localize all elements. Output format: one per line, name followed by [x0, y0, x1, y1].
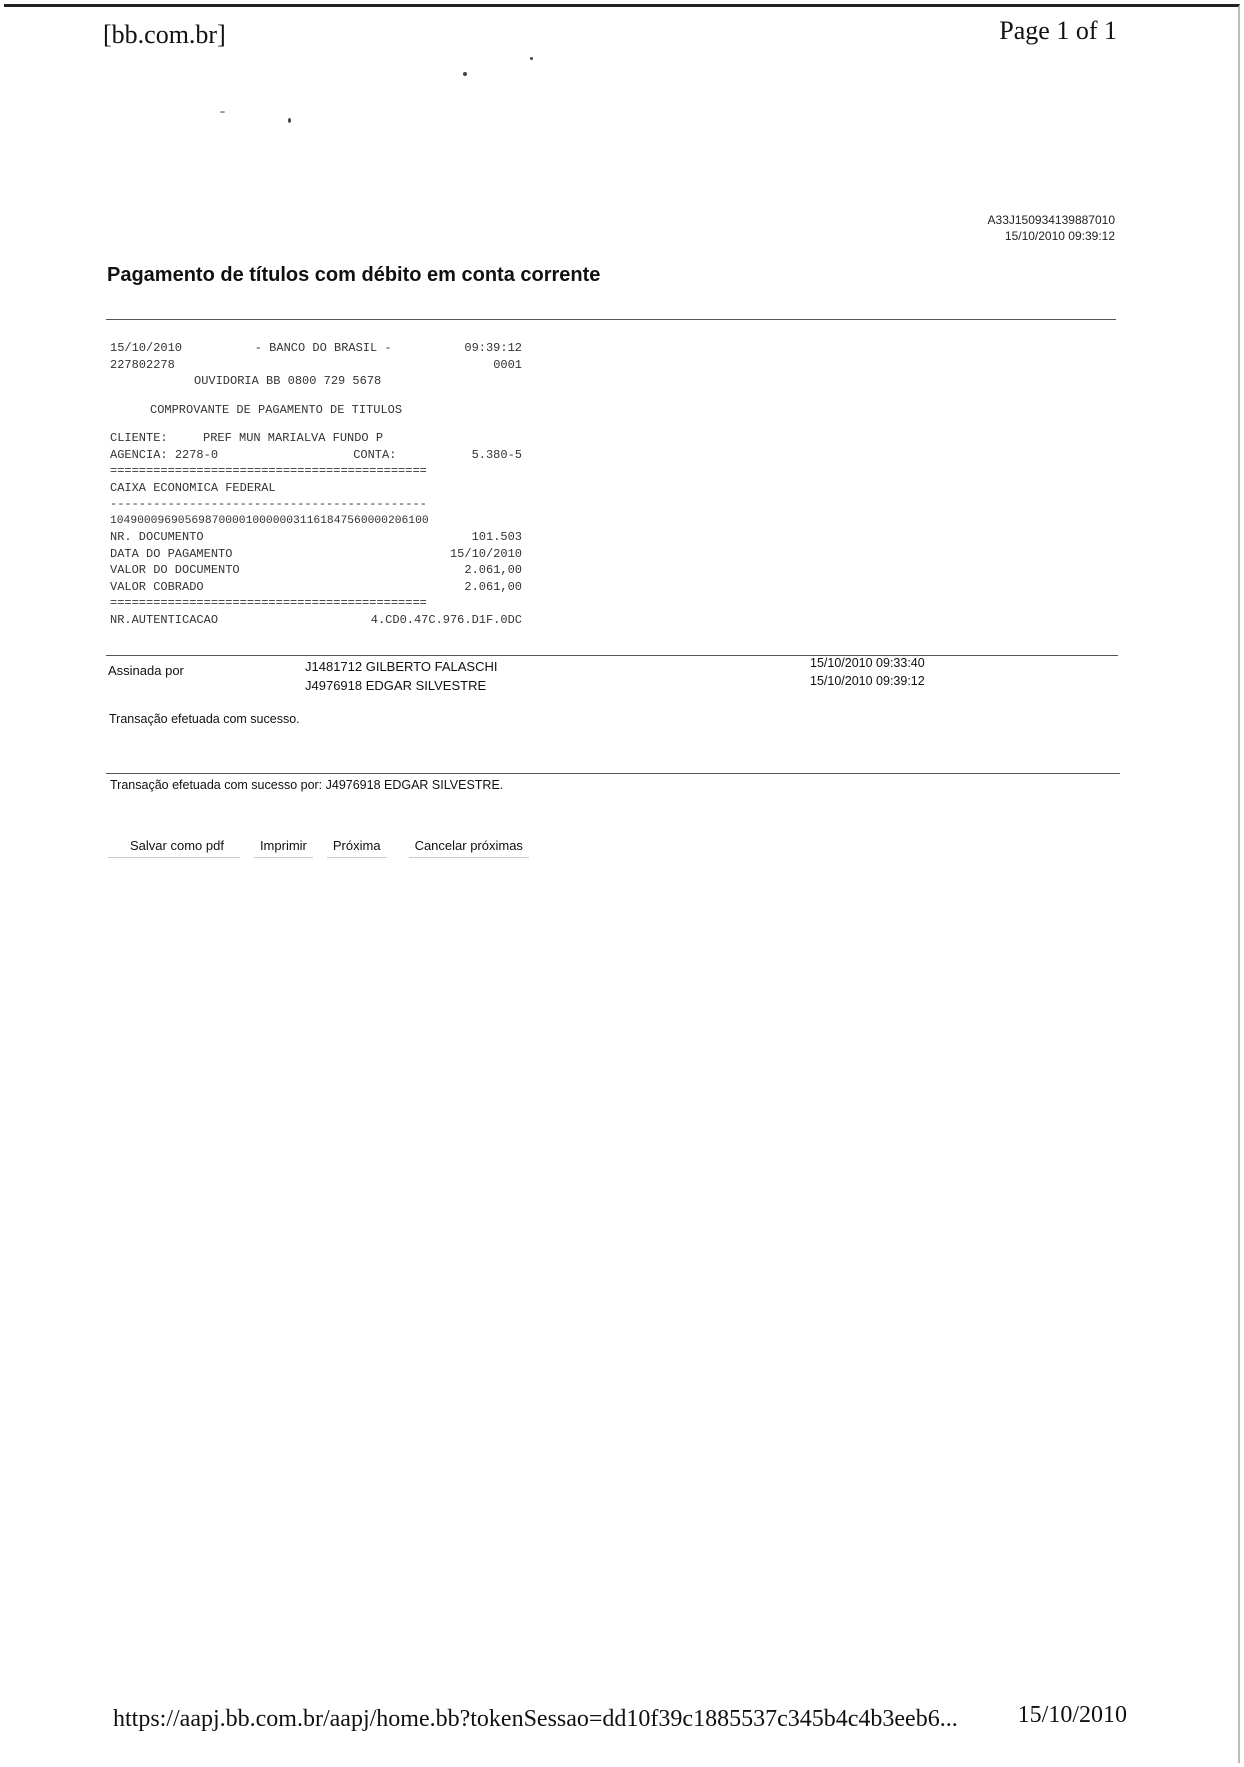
receipt-line-1 [110, 340, 522, 357]
receipt-field [110, 529, 522, 546]
receipt-authentication [110, 612, 522, 629]
page-title: Pagamento de títulos com débito em conta corrente [107, 264, 601, 286]
save-pdf-button[interactable]: Salvar como pdf [108, 835, 240, 858]
receipt-terminal: 227802278 [110, 357, 175, 372]
receipt-ombudsman: OUVIDORIA BB 0800 729 5678 [194, 374, 382, 388]
footer-date: 15/10/2010 [1017, 1702, 1127, 1728]
cancel-next-button[interactable]: Cancelar próximas [409, 835, 529, 858]
next-button[interactable]: Próxima [327, 835, 387, 858]
field-label: NR. DOCUMENTO [110, 530, 204, 544]
reference-datetime: 15/10/2010 09:39:12 [1004, 229, 1115, 243]
field-value: 101.503 [471, 530, 522, 544]
divider [106, 655, 1118, 656]
separator-double: ============================================ [110, 596, 427, 610]
auth-value: 4.CD0.47C.976.D1F.0DC [370, 612, 522, 627]
separator-single: -------------------------------------------- [110, 497, 427, 511]
print-button[interactable]: Imprimir [254, 835, 313, 858]
auth-label: NR.AUTENTICACAO [110, 612, 219, 627]
receipt-sequence: 0001 [493, 357, 522, 372]
success-by-message: Transação efetuada com sucesso por: J4976918 EDGAR SILVESTRE. [110, 778, 504, 792]
signer-name: J4976918 EDGAR SILVESTRE [305, 678, 487, 693]
field-label: VALOR DO DOCUMENTO [110, 563, 240, 577]
account-value: 5.380-5 [471, 447, 522, 462]
payment-receipt [110, 340, 522, 628]
receipt-line-2 [110, 357, 522, 374]
scan-speck [530, 57, 533, 60]
scan-speck [220, 111, 225, 113]
page-number: Page 1 of 1 [999, 16, 1117, 45]
field-value: 15/10/2010 [449, 546, 522, 561]
signer-datetime: 15/10/2010 09:33:40 [810, 656, 925, 670]
field-value: 2.061,00 [464, 579, 522, 594]
footer-url: https://aapj.bb.com.br/aapj/home.bb?tokenSessao=dd10f39c1885537c345b4c4b3eeb6... [113, 1706, 958, 1732]
field-value: 2.061,00 [464, 563, 522, 577]
agency-value: 2278-0 [174, 447, 219, 462]
client-label: CLIENTE: [110, 431, 168, 445]
divider [106, 773, 1120, 774]
reference-block [988, 212, 1115, 244]
receipt-barcode: 10490009690569870000100000031161847560000206100 [110, 514, 429, 527]
receipt-client [110, 430, 522, 447]
agency-label: AGENCIA: [110, 447, 168, 462]
signer-name: J1481712 GILBERTO FALASCHI [305, 659, 498, 674]
account-label: CONTA: [353, 447, 397, 462]
receipt-field [110, 546, 522, 563]
receipt-heading: COMPROVANTE DE PAGAMENTO DE TITULOS [150, 402, 403, 417]
reference-code: A33J150934139887010 [987, 213, 1115, 227]
success-message: Transação efetuada com sucesso. [109, 712, 300, 726]
receipt-bank: - BANCO DO BRASIL - [254, 341, 392, 355]
field-label: DATA DO PAGAMENTO [110, 546, 233, 561]
scan-speck [288, 118, 291, 123]
receipt-beneficiary: CAIXA ECONOMICA FEDERAL [110, 480, 276, 495]
receipt-date: 15/10/2010 [110, 341, 183, 355]
signer-datetime: 15/10/2010 09:39:12 [810, 674, 925, 688]
action-toolbar [108, 834, 543, 858]
separator-double: ============================================ [110, 464, 427, 478]
receipt-field [110, 579, 522, 596]
client-value: PREF MUN MARIALVA FUNDO P [203, 431, 384, 445]
receipt-agency [110, 447, 522, 464]
divider [106, 319, 1116, 320]
receipt-time: 09:39:12 [464, 341, 522, 355]
signed-by-label: Assinada por [108, 663, 184, 678]
receipt-field [110, 562, 522, 579]
field-label: VALOR COBRADO [110, 579, 204, 594]
site-label: [bb.com.br] [103, 20, 226, 49]
scan-speck [463, 72, 467, 76]
